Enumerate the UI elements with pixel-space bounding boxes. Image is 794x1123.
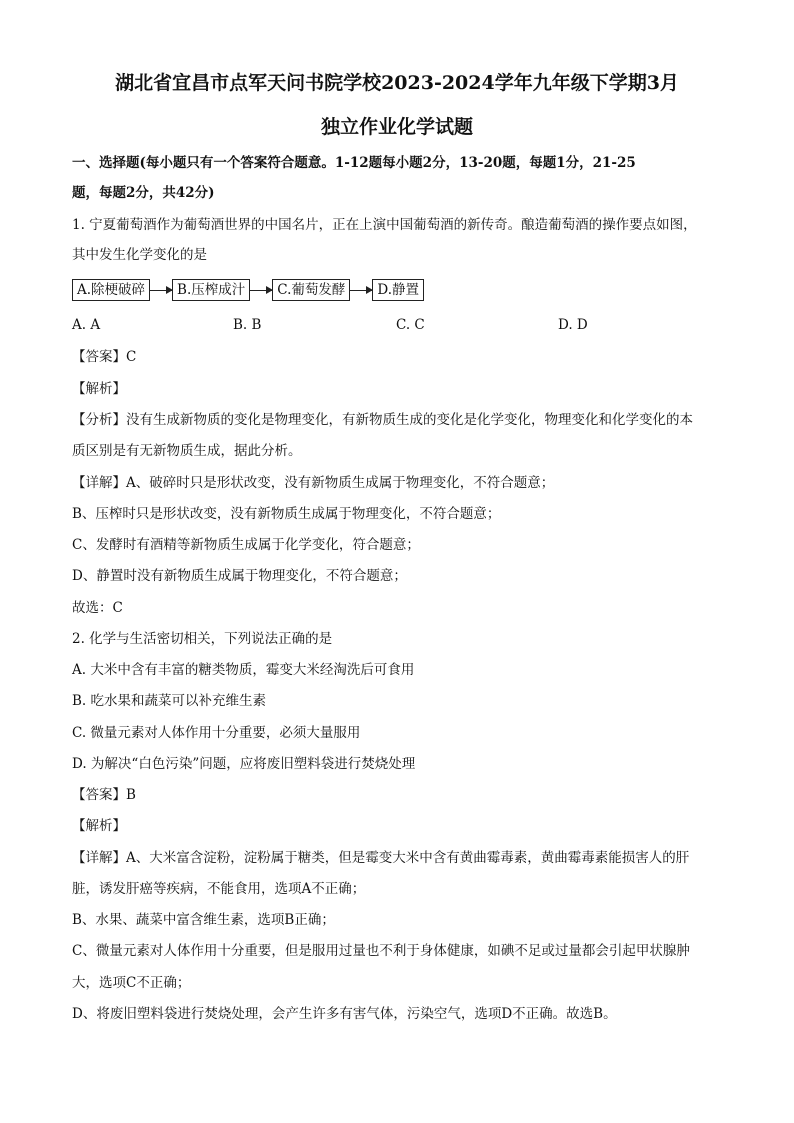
flow-arrow-icon	[350, 290, 372, 291]
q1-process-flow	[72, 279, 424, 301]
q1-stem-line2: 其中发生化学变化的是	[72, 247, 207, 263]
q2-detail-d: D、将废旧塑料袋进行焚烧处理，会产生许多有害气体，污染空气，选项D不正确。故选B。	[72, 1006, 617, 1022]
q2-stem: 2. 化学与生活密切相关，下列说法正确的是	[72, 631, 333, 647]
q2-detail-a-line1: 【详解】A、大米富含淀粉，淀粉属于糖类，但是霉变大米中含有黄曲霉毒素，黄曲霉毒素能损害人的肝	[72, 850, 690, 866]
flow-step-c: C.葡萄发酵	[272, 279, 350, 301]
flow-arrow-icon	[150, 290, 172, 291]
doc-title-line2: 独立作业化学试题	[320, 116, 473, 138]
q2-option-b: B. 吃水果和蔬菜可以补充维生素	[72, 693, 267, 709]
q1-stem-line1: 1. 宁夏葡萄酒作为葡萄酒世界的中国名片，正在上演中国葡萄酒的新传奇。酿造葡萄酒的操作要点如图，	[72, 217, 697, 233]
q1-option-c: C. C	[396, 317, 425, 333]
q2-detail-a-line2: 脏，诱发肝癌等疾病，不能食用，选项A不正确；	[72, 881, 366, 897]
section-heading-line1: 一、选择题(每小题只有一个答案符合题意。1-12题每小题2分，13-20题，每题1分，21-25	[72, 155, 636, 171]
q2-analysis-label: 【解析】	[72, 818, 126, 834]
q1-analysis-line1: 【分析】没有生成新物质的变化是物理变化，有新物质生成的变化是化学变化，物理变化和化学变化的本	[72, 412, 693, 428]
q2-option-a: A. 大米中含有丰富的糖类物质，霉变大米经淘洗后可食用	[72, 662, 415, 678]
q1-answer: 【答案】C	[72, 349, 137, 365]
q1-detail-a: 【详解】A、破碎时只是形状改变，没有新物质生成属于物理变化，不符合题意；	[72, 475, 555, 491]
q2-detail-c-line1: C、微量元素对人体作用十分重要，但是服用过量也不利于身体健康，如碘不足或过量都会引起甲状腺肿	[72, 943, 690, 959]
q2-detail-b: B、水果、蔬菜中富含维生素，选项B正确；	[72, 912, 335, 928]
q1-analysis-label: 【解析】	[72, 381, 126, 397]
flow-step-b: B.压榨成汁	[172, 279, 250, 301]
section-heading-line2: 题，每题2分，共42分)	[72, 185, 215, 201]
doc-title-line1: 湖北省宜昌市点军天问书院学校2023-2024学年九年级下学期3月	[115, 72, 679, 94]
q1-option-d: D. D	[558, 317, 588, 333]
q1-detail-d: D、静置时没有新物质生成属于物理变化，不符合题意；	[72, 568, 407, 584]
q1-option-a: A. A	[72, 317, 101, 333]
q1-option-b: B. B	[233, 317, 262, 333]
flow-step-d: D.静置	[372, 279, 424, 301]
q1-detail-c: C、发酵时有酒精等新物质生成属于化学变化，符合题意；	[72, 537, 420, 553]
q2-option-c: C. 微量元素对人体作用十分重要，必须大量服用	[72, 725, 361, 741]
q2-option-d: D. 为解决“白色污染”问题，应将废旧塑料袋进行焚烧处理	[72, 756, 416, 772]
flow-step-a: A.除梗破碎	[72, 279, 150, 301]
q1-detail-b: B、压榨时只是形状改变，没有新物质生成属于物理变化，不符合题意；	[72, 506, 501, 522]
flow-arrow-icon	[250, 290, 272, 291]
q1-conclusion: 故选：C	[72, 600, 123, 616]
q1-analysis-line2: 质区别是有无新物质生成，据此分析。	[72, 443, 302, 459]
q2-detail-c-line2: 大，选项C不正确；	[72, 975, 191, 991]
q2-answer: 【答案】B	[72, 787, 136, 803]
